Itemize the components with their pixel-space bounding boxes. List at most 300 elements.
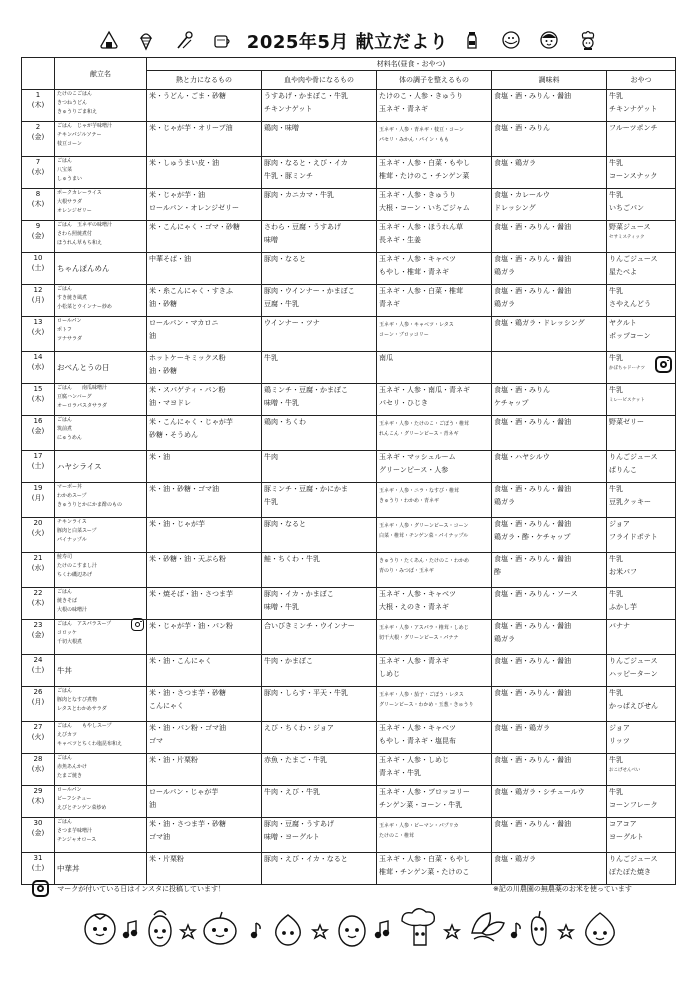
date: 1 [35,91,41,99]
day-of-week: (月) [31,698,45,706]
menu-row [22,384,676,416]
snack-item: 牛乳 [609,386,623,394]
body-cell [262,754,377,786]
day-of-week: (金) [31,829,45,837]
energy-cell [147,655,262,687]
date: 30 [33,819,43,827]
energy-item: ロールパン・マカロニ [149,319,219,327]
body-item: 牛肉・かまぼこ [264,657,313,665]
date: 9 [35,222,41,230]
dish-name: ごはん [57,417,73,423]
snack-cell [607,620,676,655]
dish-cell [55,722,147,754]
body-item: 豆腐・牛乳 [264,300,299,308]
seasoning-item: 食塩・酒・みりん [494,386,550,394]
body-item: ウインナー・ツナ [264,319,320,327]
instagram-icon[interactable] [655,356,672,373]
dish-name: ポトフ [57,327,72,333]
body-cell [262,285,377,317]
date-cell [22,722,55,754]
snack-cell [607,786,676,818]
onigiri-icon [98,29,120,51]
condition-cell [377,157,492,189]
menu-row [22,786,676,818]
dish-name: ごはん アスパラスープ [57,621,112,627]
seasoning-item: 食塩・鶏ガラ・シチュールウ [494,788,585,796]
dish-name: チキンライス [57,519,87,525]
snack-item: 牛乳 [609,191,623,199]
energy-cell [147,620,262,655]
snack-item: 牛乳 [609,287,623,295]
day-of-week: (金) [31,631,45,639]
day-of-week: (火) [31,733,45,741]
condition-item: たけのこ・椎茸 [379,833,415,839]
dish-name: ごはん 南瓜味噌汁 [57,385,108,391]
body-item: 豚肉・しらす・平天・牛乳 [264,689,348,697]
date: 27 [33,723,43,731]
vegetable-decoration [80,903,620,951]
corn-icon [149,911,171,946]
condition-cell [377,786,492,818]
condition-cell [377,451,492,483]
energy-cell [147,384,262,416]
energy-cell [147,416,262,451]
dish-name: コロッケ [57,630,77,636]
body-cell [262,384,377,416]
date-cell [22,687,55,722]
condition-item: 切干大根・グリーンピース・パナナ [379,635,459,641]
condition-cell [377,317,492,352]
milk-cup-icon [211,29,233,51]
snack-cell [607,285,676,317]
snack-item: ヤクルト [609,319,637,327]
body-cell [262,157,377,189]
dish-name: ごはん 玉ネギの味噌汁 [57,222,113,228]
dish-name: 豚肉と白菜スープ [57,528,97,534]
seasoning-cell [492,553,607,588]
energy-item: ゴマ [149,737,163,745]
dish-name: たまご焼き [57,773,83,779]
snack-item: かぼちゃドーナツ [609,366,645,371]
dish-name: ちゃんぽんめん [57,264,110,273]
body-item: チキンナゲット [264,105,313,113]
condition-item: 南瓜 [379,354,393,362]
energy-item: 油・マヨドレ [149,399,191,407]
seasoning-item: 食塩・酒・みりん・醤油 [494,622,571,630]
energy-header: 熱と力になるもの [147,71,262,90]
body-item: えび・ちくわ・ジョア [264,724,334,732]
snack-item: コーンフレーク [609,801,658,809]
energy-cell [147,518,262,553]
condition-item: 玉ネギ・人参・たけのこ・ごぼう・椎茸 [379,421,470,427]
date: 10 [33,254,43,262]
date-cell [22,655,55,687]
menu-row [22,416,676,451]
snack-item: 牛乳 [609,354,623,362]
condition-cell [377,553,492,588]
condition-cell [377,189,492,221]
date: 8 [35,190,41,198]
seasoning-item: 食塩・酒・みりん・醤油 [494,520,571,528]
seasoning-cell [492,122,607,157]
snack-item: 牛乳 [609,689,623,697]
seasoning-cell [492,786,607,818]
condition-item: 大根・えのき・青ネギ [379,603,449,611]
body-item: 味噌 [264,236,278,244]
energy-item: 中華そば・油 [149,255,191,263]
dish-name: 豚肉となすび煮物 [57,697,98,703]
energy-item: 米・油・砂糖・ゴマ油 [149,485,219,493]
snack-item: ハッピーターン [609,670,658,678]
dish-cell [55,189,147,221]
dish-name: 牛丼 [57,666,72,675]
energy-item: 油・砂糖 [149,367,177,375]
energy-item: 油・砂糖 [149,300,177,308]
dish-name: おべんとうの日 [57,363,110,372]
body-item: 豚肉・なると [264,520,306,528]
snack-item: 野菜ゼリー [609,418,644,426]
menu-row [22,157,676,189]
condition-cell [377,722,492,754]
condition-item: 玉ネギ・人参・白菜・もやし [379,855,470,863]
date: 26 [33,688,43,696]
energy-item: 米・油・さつま芋・砂糖 [149,820,226,828]
energy-item: 油 [149,332,156,340]
energy-item: 米・しゅうまい皮・油 [149,159,219,167]
menu-row [22,518,676,553]
body-item: 牛乳 [264,498,278,506]
energy-item: 米・糸こんにゃく・すきふ [149,287,233,295]
seasoning-cell [492,655,607,687]
dish-cell [55,818,147,853]
seasoning-item: 食塩・酒・みりん・醤油 [494,92,571,100]
seasoning-item: ドレッシング [494,204,536,212]
seasoning-cell [492,687,607,722]
snack-cell [607,122,676,157]
star-icon [559,925,573,938]
dish-cell [55,384,147,416]
day-of-week: (金) [31,427,45,435]
body-item: さわら・豆腐・うすあげ [264,223,341,231]
condition-cell [377,416,492,451]
seasoning-cell [492,157,607,189]
dish-name: 大根の味噌汁 [57,607,88,613]
menu-row [22,285,676,317]
energy-item: 米・片栗粉 [149,855,184,863]
instagram-icon [32,880,49,897]
body-item: 赤魚・たまご・牛乳 [264,756,327,764]
condition-item: 玉ネギ・人参・キャベツ [379,255,456,263]
pumpkin-icon [204,912,236,944]
star-icon [181,925,195,938]
snack-cell [607,157,676,189]
dish-cell [55,317,147,352]
insta-note-text: マークが付いている日はインスタに投稿しています！ [57,884,226,893]
day-of-week: (木) [31,599,45,607]
seasoning-item: 食塩・酒・みりん・醤油 [494,485,571,493]
body-item: 牛乳 [264,354,278,362]
condition-item: 玉ネギ・人参・きゅうり [379,191,456,199]
condition-item: たけのこ・人参・きゅうり [379,92,463,100]
day-of-week: (月) [31,296,45,304]
music-note-icon [252,923,261,938]
dish-name: ごはん [57,755,73,761]
menu-row [22,553,676,588]
date: 7 [35,158,41,166]
dish-name: ちくわ磯辺あげ [57,572,93,578]
date: 22 [33,589,43,597]
snack-cell [607,384,676,416]
star-icon [313,925,327,938]
chef-icon [577,29,599,51]
date-cell [22,157,55,189]
energy-item: 米・油 [149,453,170,461]
utensils-icon [173,29,195,51]
seasoning-item: 食塩・酒・みりん・醤油 [494,689,571,697]
snack-item: 野菜ジュース [609,223,651,231]
seasoning-cell [492,483,607,518]
energy-item: 米・油・さつま芋・砂糖 [149,689,226,697]
date-cell [22,221,55,253]
snack-cell [607,90,676,122]
day-of-week: (土) [31,264,45,272]
condition-item: 玉ネギ・人参・白菜・椎茸 [379,287,463,295]
body-item: 味噌・牛乳 [264,603,299,611]
condition-item: 青ネギ [379,300,400,308]
dish-name: きゅうりとかにかま酢のもの [57,502,123,508]
body-item: 鮭・ちくわ・牛乳 [264,555,320,563]
instagram-icon[interactable] [131,620,144,632]
dish-cell [55,451,147,483]
menu-table [21,57,676,885]
seasoning-cell [492,189,607,221]
body-cell [262,722,377,754]
day-of-week: (木) [31,395,45,403]
seasoning-item: 食塩・酒・みりん・醤油 [494,820,571,828]
condition-item: きゅうり・たくあん・たけのこ・わかめ [379,558,470,564]
date: 15 [33,385,43,393]
snack-item: ぱりんこ [609,466,637,474]
dish-name: ごはん [57,688,73,694]
snack-item: フルーツポンチ [609,124,658,132]
body-item: 牛肉 [264,453,278,461]
dish-name: ごはん [57,589,73,595]
condition-item: パセリ・ひじき [379,399,428,407]
snack-item: ジョア [609,520,630,528]
header [0,24,695,58]
date-cell [22,189,55,221]
body-item: 鶏ミンチ・豆腐・かまぼこ [264,386,348,394]
date-cell [22,620,55,655]
day-of-week: (火) [31,328,45,336]
energy-item: 米・焼そば・油・さつま芋 [149,590,233,598]
menu-row [22,722,676,754]
snack-item: いちごパン [609,204,644,212]
dish-cell [55,416,147,451]
day-of-week: (木) [31,200,45,208]
milk-bottle-icon [461,29,483,51]
seasoning-item: 鶏ガラ [494,300,515,308]
menu-row [22,754,676,786]
seasoning-cell [492,722,607,754]
music-note-icon [512,923,521,938]
snack-cell [607,317,676,352]
snack-cell [607,221,676,253]
snack-cell [607,189,676,221]
day-of-week: (金) [31,133,45,141]
seasoning-item: 食塩・酒・みりん [494,124,550,132]
body-item: 牛乳・豚ミンチ [264,172,313,180]
menu-row [22,253,676,285]
seasoning-item: 食塩・鶏ガラ [494,855,536,863]
rice-note: ※記の川農園の無農薬のお米を使っています [493,885,632,893]
snack-item: ポップコーン [609,332,651,340]
snack-item: リッツ [609,737,630,745]
body-cell [262,122,377,157]
energy-cell [147,754,262,786]
condition-item: 玉ネギ・人参・キャベツ [379,724,456,732]
energy-item: 米・じゃが芋・油・パン粉 [149,622,233,630]
condition-item: 青のり・みつば・玉ネギ [379,568,434,574]
menu-row [22,122,676,157]
menu-row [22,687,676,722]
condition-item: 長ネギ・生姜 [379,236,421,244]
dish-cell [55,518,147,553]
body-cell [262,352,377,384]
snack-item: セサミスティック [609,235,645,240]
snack-item: ヨーグルト [609,833,644,841]
energy-item: 米・こんにゃく・ゴマ・砂糖 [149,223,240,231]
date-cell [22,416,55,451]
body-cell [262,588,377,620]
condition-item: パセリ・みかん・パイン・もも [379,137,450,143]
snack-cell [607,483,676,518]
energy-cell [147,786,262,818]
seasoning-item: 食塩・酒・みりん・醤油 [494,223,571,231]
day-of-week: (火) [31,529,45,537]
dish-name: オーロラパスタサラダ [57,403,107,409]
dish-name: パイナップル [57,537,87,543]
snack-item: りんごジュース [609,657,658,665]
energy-cell [147,189,262,221]
tomato-icon [85,914,115,944]
date-cell [22,588,55,620]
seasoning-header: 調味料 [492,71,607,90]
dish-cell [55,687,147,722]
snack-cell [607,553,676,588]
seasoning-cell [492,317,607,352]
seasoning-cell [492,754,607,786]
dish-name: 中華丼 [57,864,80,873]
condition-item: グリーンピース・人参 [379,466,449,474]
spinach-icon [472,913,504,941]
snack-item: コーンスナック [609,172,658,180]
snack-item: 牛乳 [609,788,623,796]
snack-item: りんごジュース [609,855,658,863]
condition-item: 玉ネギ・マッシュルーム [379,453,456,461]
condition-cell [377,853,492,885]
date: 20 [33,519,43,527]
seasoning-item: 食塩・酒・みりん・醤油 [494,756,571,764]
snack-item: 牛乳 [609,159,623,167]
dish-name: 小松菜とウインナー炒め [57,304,112,310]
snack-item: 牛乳 [609,92,623,100]
body-item: 豚肉・ウインナー・かまぼこ [264,287,355,295]
date: 31 [33,854,43,862]
energy-cell [147,122,262,157]
snack-cell [607,518,676,553]
menu-row [22,352,676,384]
dish-name: ロールパン [57,318,82,324]
seasoning-cell [492,90,607,122]
energy-cell [147,451,262,483]
date: 19 [33,484,43,492]
condition-item: 玉ネギ・人参・青ネギ・枝豆・コーン [379,127,464,133]
snack-cell [607,352,676,384]
body-cell [262,189,377,221]
body-item: うすあげ・かまぼこ・牛乳 [264,92,348,100]
body-item: 豚肉・カニカマ・牛乳 [264,191,334,199]
dish-name: 焼きそば [57,598,78,604]
seasoning-cell [492,352,607,384]
dish-name: チキンパジルソテー [57,132,102,138]
snack-cell [607,687,676,722]
energy-item: 米・油・片栗粉 [149,756,198,764]
condition-item: 玉ネギ・人参・南瓜・青ネギ [379,386,470,394]
date-cell [22,786,55,818]
condition-item: 玉ネギ・人参・キャベツ・レタス [379,322,454,328]
snack-cell [607,853,676,885]
snack-item: コアコア [609,820,637,828]
snack-item: バナナ [609,622,630,630]
energy-item: 米・油・じゃが芋 [149,520,205,528]
snack-item: ぽたぽた焼き [609,868,651,876]
dish-name: ポークカレーライス [57,190,102,196]
energy-cell [147,352,262,384]
snack-cell [607,754,676,786]
condition-cell [377,620,492,655]
seasoning-item: 食塩・酒・みりん・醤油 [494,418,571,426]
seasoning-item: ケチャップ [494,399,529,407]
menu-row [22,483,676,518]
date-cell [22,90,55,122]
energy-item: 米・こんにゃく・じゃが芋 [149,418,233,426]
condition-cell [377,518,492,553]
snack-item: 牛乳 [609,555,623,563]
energy-item: 米・スパゲティ・パン粉 [149,386,226,394]
snack-item: チキンナゲット [609,105,658,113]
condition-cell [377,122,492,157]
dish-name: さわら照焼煮付 [57,231,93,237]
snack-item: フライドポテト [609,533,658,541]
dish-cell [55,285,147,317]
date: 23 [33,621,43,629]
menu-row [22,818,676,853]
dish-cell [55,157,147,189]
dish-cell [55,588,147,620]
snack-cell [607,253,676,285]
dish-name: しゅうまい [57,176,83,182]
energy-cell [147,317,262,352]
energy-item: 米・うどん・ごま・砂糖 [149,92,226,100]
seasoning-item: 食塩・鶏ガラ [494,159,536,167]
dish-name: ハヤシライス [57,462,102,471]
snack-cell [607,416,676,451]
energy-item: 米・油・パン粉・ゴマ油 [149,724,226,732]
date-cell [22,317,55,352]
dish-name: ほうれん草もち和え [57,240,103,246]
dish-cell [55,754,147,786]
